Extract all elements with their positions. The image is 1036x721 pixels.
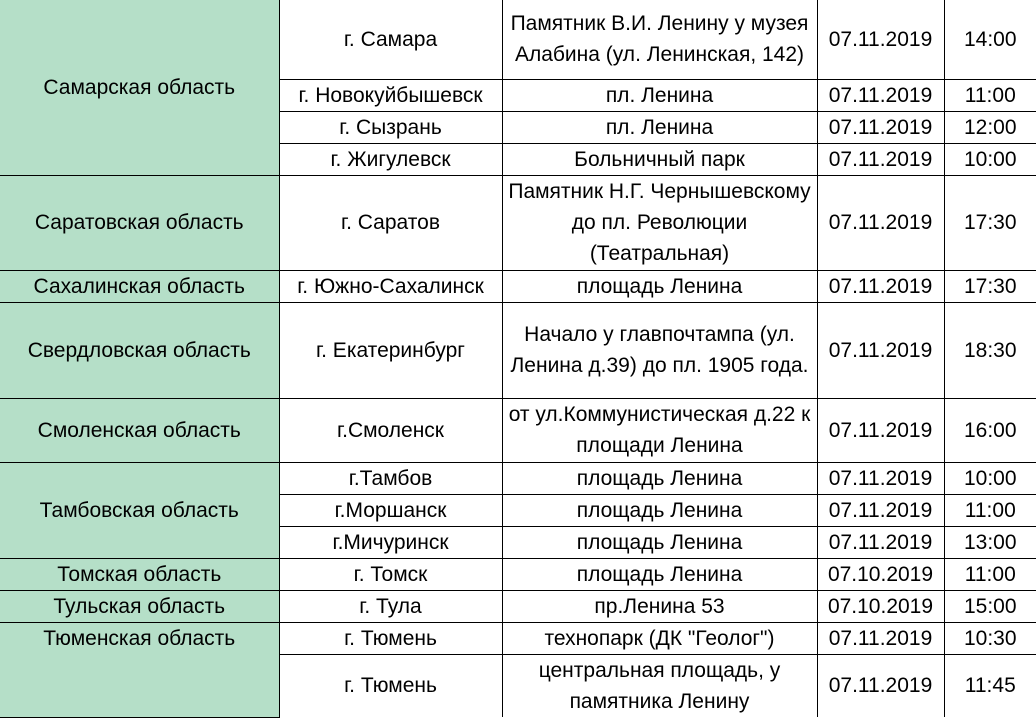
date-cell: 07.11.2019 [817,270,944,302]
place-cell: Больничный парк [502,143,817,175]
date-cell: 07.10.2019 [817,590,944,622]
region-cell: Тульская область [0,590,279,622]
city-cell: г. Томск [279,558,502,590]
date-cell: 07.10.2019 [817,558,944,590]
table-row [0,462,1036,494]
region-cell: Смоленская область [0,398,279,462]
place-cell: технопарк (ДК "Геолог") [502,622,817,654]
city-cell: г.Мичуринск [279,526,502,558]
city-cell: г. Самара [279,0,502,79]
time-cell: 10:30 [944,622,1036,654]
region-cell: Свердловская область [0,302,279,398]
city-cell: г. Южно-Сахалинск [279,270,502,302]
date-cell: 07.11.2019 [817,494,944,526]
date-cell: 07.11.2019 [817,79,944,111]
place-cell: площадь Ленина [502,462,817,494]
time-cell: 15:00 [944,590,1036,622]
table-row [0,175,1036,270]
table-row [0,558,1036,590]
place-cell: Начало у главпочтампа (ул. Ленина д.39) до пл. 1905 года. [502,302,817,398]
place-cell: площадь Ленина [502,270,817,302]
time-cell: 11:00 [944,494,1036,526]
date-cell: 07.11.2019 [817,111,944,143]
time-cell: 18:30 [944,302,1036,398]
place-cell: от ул.Коммунистическая д.22 к площади Ленина [502,398,817,462]
table-row [0,590,1036,622]
place-cell: пл. Ленина [502,111,817,143]
date-cell: 07.11.2019 [817,622,944,654]
city-cell: г. Саратов [279,175,502,270]
city-cell: г.Смоленск [279,398,502,462]
place-cell: пл. Ленина [502,79,817,111]
city-cell: г.Тамбов [279,462,502,494]
place-cell: площадь Ленина [502,558,817,590]
city-cell: г. Тюмень [279,622,502,654]
table-row [0,622,1036,654]
region-cell: Тамбовская область [0,462,279,558]
city-cell: г. Екатеринбург [279,302,502,398]
date-cell: 07.11.2019 [817,398,944,462]
place-cell: площадь Ленина [502,526,817,558]
time-cell: 16:00 [944,398,1036,462]
city-cell: г. Сызрань [279,111,502,143]
region-cell: Тюменская область [0,622,279,717]
city-cell: г. Тула [279,590,502,622]
date-cell: 07.11.2019 [817,143,944,175]
date-cell: 07.11.2019 [817,654,944,717]
time-cell: 11:45 [944,654,1036,717]
time-cell: 10:00 [944,143,1036,175]
time-cell: 10:00 [944,462,1036,494]
time-cell: 13:00 [944,526,1036,558]
city-cell: г. Жигулевск [279,143,502,175]
table-row [0,302,1036,398]
time-cell: 12:00 [944,111,1036,143]
place-cell: Памятник Н.Г. Чернышевскому до пл. Революции (Театральная) [502,175,817,270]
time-cell: 11:00 [944,558,1036,590]
place-cell: Памятник В.И. Ленину у музея Алабина (ул. Ленинская, 142) [502,0,817,79]
date-cell: 07.11.2019 [817,462,944,494]
region-cell: Самарская область [0,0,279,175]
table-row [0,0,1036,79]
time-cell: 17:30 [944,270,1036,302]
table-row [0,398,1036,462]
place-cell: площадь Ленина [502,494,817,526]
time-cell: 14:00 [944,0,1036,79]
table-row [0,270,1036,302]
place-cell: пр.Ленина 53 [502,590,817,622]
city-cell: г. Тюмень [279,654,502,717]
city-cell: г. Новокуйбышевск [279,79,502,111]
time-cell: 11:00 [944,79,1036,111]
date-cell: 07.11.2019 [817,302,944,398]
date-cell: 07.11.2019 [817,526,944,558]
date-cell: 07.11.2019 [817,0,944,79]
place-cell: центральная площадь, у памятника Ленину [502,654,817,717]
date-cell: 07.11.2019 [817,175,944,270]
region-cell: Саратовская область [0,175,279,270]
region-cell: Сахалинская область [0,270,279,302]
city-cell: г.Моршанск [279,494,502,526]
region-cell: Томская область [0,558,279,590]
time-cell: 17:30 [944,175,1036,270]
